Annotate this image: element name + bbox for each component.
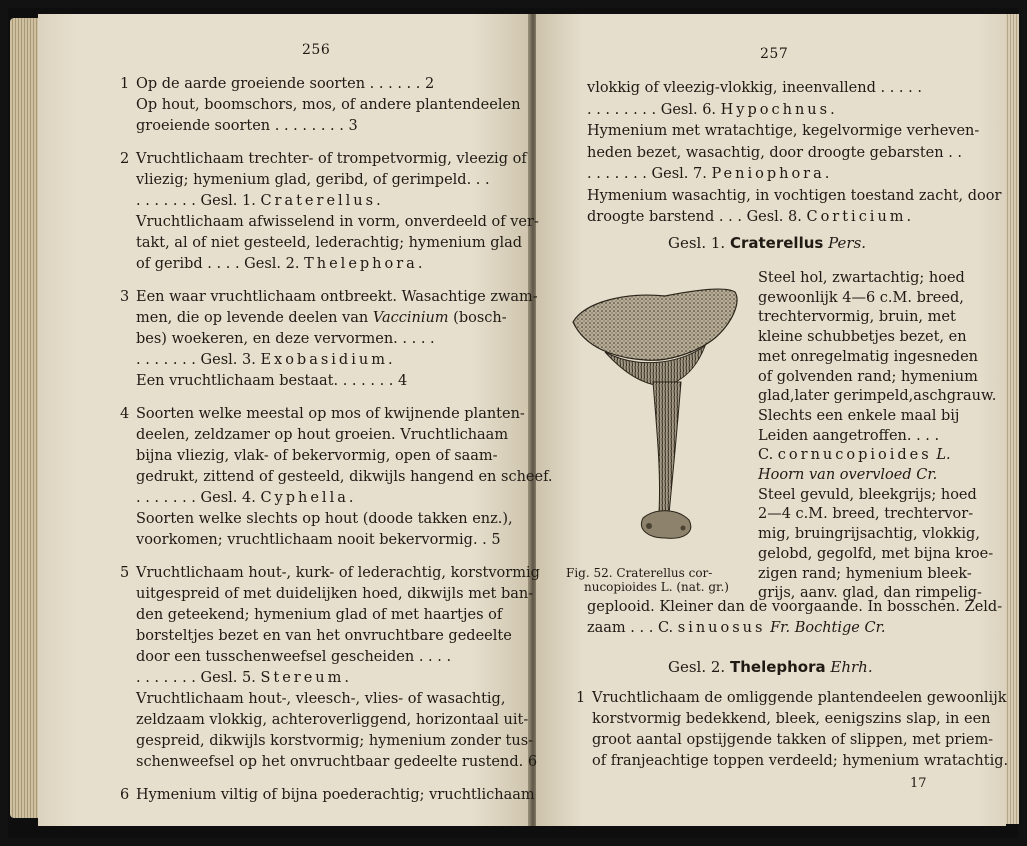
text-line bbox=[758, 268, 965, 288]
taxon-name: Hypochnus. bbox=[720, 101, 838, 118]
text-line bbox=[136, 710, 528, 730]
line-text: zaam . . . C. bbox=[587, 619, 674, 636]
text-line bbox=[136, 233, 522, 253]
text-line bbox=[758, 406, 959, 426]
text-line bbox=[587, 143, 962, 163]
line-text: gewoonlijk 4—6 c.M. breed, bbox=[758, 289, 964, 306]
text-line bbox=[758, 465, 937, 485]
taxon-name: Peniophora. bbox=[711, 166, 833, 182]
line-text: Vruchtlichaam afwisselend in vorm, onverdeeld of ver- bbox=[136, 214, 539, 230]
line-text: trechtervormig, bruin, met bbox=[758, 309, 956, 326]
text-line bbox=[758, 504, 973, 524]
key-number: 5 bbox=[120, 565, 130, 581]
text-line bbox=[576, 688, 1007, 708]
right-page-number: 257 bbox=[760, 46, 789, 62]
line-text: . . . . . . . Gesl. 7. bbox=[587, 166, 707, 182]
line-text: Steel gevuld, bleekgrijs; hoed bbox=[758, 486, 977, 503]
text-line bbox=[758, 564, 972, 584]
line-text: Hymenium met wratachtige, kegelvormige verheven- bbox=[587, 123, 980, 139]
page-edges-right bbox=[1005, 14, 1019, 824]
line-text: Vruchtlichaam de omliggende plantendeelen gewoonlijk bbox=[592, 690, 1007, 706]
line-text: Hymenium wasachtig, in vochtigen toestand zacht, door bbox=[587, 187, 1002, 204]
text-line bbox=[120, 404, 525, 424]
text-line bbox=[136, 350, 396, 370]
line-text: den geteekend; hymenium glad of met haartjes of bbox=[136, 607, 503, 623]
text-line bbox=[592, 751, 1008, 771]
line-text: Vruchtlichaam hout-, vleesch-, vlies- of wasachtig, bbox=[136, 691, 506, 707]
signature-mark: 17 bbox=[910, 776, 927, 791]
text-line bbox=[587, 100, 838, 120]
line-text: glad,later gerimpeld,aschgrauw. bbox=[758, 388, 997, 405]
text-line bbox=[136, 254, 425, 274]
text-line bbox=[136, 467, 553, 487]
text-line bbox=[120, 785, 535, 805]
text-line bbox=[587, 121, 979, 141]
italic-name: Hoorn van overvloed Cr. bbox=[758, 467, 938, 483]
line-text-after: (bosch- bbox=[453, 310, 507, 326]
text-line bbox=[587, 78, 922, 98]
figure-caption-line-1: Fig. 52. Craterellus cor- bbox=[566, 566, 713, 580]
taxon-name: Cyphella. bbox=[260, 490, 357, 506]
taxon-name: Corticium. bbox=[806, 209, 915, 225]
taxon-name: Thelephora. bbox=[304, 256, 426, 272]
taxon-name: Exobasidium. bbox=[260, 352, 396, 368]
line-text: . . . . . . . Gesl. 5. bbox=[136, 670, 256, 686]
line-text: bes) woekeren, en deze vervormen. . . . . bbox=[136, 331, 435, 347]
line-text: 2—4 c.M. breed, trechtervor- bbox=[758, 506, 974, 523]
text-line bbox=[136, 170, 490, 190]
line-text: . . . . . . . . Gesl. 6. bbox=[587, 101, 717, 118]
key-number: 4 bbox=[120, 406, 130, 422]
line-text: . . . . . . . Gesl. 1. bbox=[136, 193, 256, 209]
taxon-name: Stereum. bbox=[260, 670, 352, 686]
text-line bbox=[592, 730, 993, 750]
key-number: 3 bbox=[120, 289, 130, 305]
line-text: Vruchtlichaam hout-, kurk- of lederachtig, korstvormig bbox=[136, 565, 540, 581]
text-line bbox=[120, 287, 538, 307]
left-page-number: 256 bbox=[302, 42, 331, 58]
line-text: uitgespreid of met duidelijken hoed, dikwijls met ban- bbox=[136, 586, 534, 602]
line-text: bijna vliezig, vlak- of bekervormig, open of saam- bbox=[136, 448, 498, 464]
line-text: groot aantal opstijgende takken of slippen, met priem- bbox=[592, 732, 994, 748]
key-number: 1 bbox=[576, 690, 586, 706]
craterellus-illustration bbox=[565, 282, 743, 564]
line-text: Slechts een enkele maal bij bbox=[758, 407, 960, 424]
line-text: groeiende soorten . . . . . . . . 3 bbox=[136, 118, 358, 134]
figure-caption-line-2: nucopioides L. (nat. gr.) bbox=[584, 580, 729, 594]
text-line bbox=[136, 647, 451, 667]
line-text: geplooid. Kleiner dan de voorgaande. In bosschen. Zeld- bbox=[587, 599, 1003, 615]
text-line bbox=[592, 709, 991, 729]
text-line bbox=[120, 74, 435, 94]
genus-heading-craterellus: Gesl. 1. Craterellus Pers. bbox=[668, 234, 867, 252]
text-line bbox=[120, 149, 527, 169]
text-line bbox=[136, 329, 435, 349]
line-text: Vruchtlichaam trechter- of trompetvormig, vleezig of bbox=[136, 151, 527, 167]
key-number: 1 bbox=[120, 76, 130, 92]
line-text: gelobd, gegolfd, met bijna kroe- bbox=[758, 545, 994, 562]
text-line bbox=[136, 446, 498, 466]
text-line bbox=[136, 488, 356, 508]
taxon-name: sinuosus bbox=[677, 619, 766, 636]
text-line bbox=[136, 191, 384, 211]
line-text: met onregelmatig ingesneden bbox=[758, 348, 978, 365]
line-text: C. bbox=[758, 447, 774, 464]
text-line bbox=[758, 485, 977, 505]
text-line bbox=[758, 307, 956, 327]
text-line bbox=[758, 327, 967, 347]
line-text: Soorten welke slechts op hout (doode takken enz.), bbox=[136, 511, 513, 527]
line-text: of geribd . . . . Gesl. 2. bbox=[136, 256, 300, 272]
text-line bbox=[136, 425, 508, 445]
line-text: Leiden aangetroffen. . . . bbox=[758, 427, 940, 444]
text-line bbox=[758, 386, 996, 406]
italic-name: Vaccinium bbox=[372, 310, 449, 326]
line-text: vlokkig of vleezig-vlokkig, ineenvallend . . . . . bbox=[587, 80, 922, 96]
line-text: vliezig; hymenium glad, geribd, of gerimpeld. . . bbox=[136, 172, 490, 188]
line-text: gespreid, dikwijls korstvormig; hymenium zonder tus- bbox=[136, 733, 534, 749]
text-line bbox=[136, 584, 533, 604]
text-line bbox=[587, 207, 914, 227]
text-line bbox=[758, 367, 978, 387]
line-text: grijs, aanv. glad, dan rimpelig- bbox=[758, 585, 982, 602]
taxon-name: Craterellus. bbox=[260, 193, 384, 209]
text-line bbox=[758, 445, 951, 465]
text-line bbox=[136, 605, 502, 625]
line-text: men, die op levende deelen van bbox=[136, 310, 369, 326]
text-line bbox=[136, 668, 352, 688]
line-text: mig, bruingrijsachtig, vlokkig, bbox=[758, 526, 980, 543]
line-text: voorkomen; vruchtlichaam nooit bekervormig. . 5 bbox=[136, 532, 501, 548]
line-text: Op de aarde groeiende soorten . . . . . . 2 bbox=[136, 76, 435, 92]
line-text-after: L. bbox=[936, 447, 951, 464]
line-text: Op hout, boomschors, mos, of andere plantendeelen bbox=[136, 97, 521, 113]
line-text: door een tusschenweefsel gescheiden . . . . bbox=[136, 649, 452, 665]
text-line bbox=[758, 288, 964, 308]
line-text: deelen, zeldzamer op hout groeien. Vruchtlichaam bbox=[136, 427, 509, 443]
line-text: Een vruchtlichaam bestaat. . . . . . . 4 bbox=[136, 373, 408, 389]
text-line bbox=[587, 597, 1002, 617]
text-line bbox=[136, 530, 501, 550]
line-text: kleine schubbetjes bezet, en bbox=[758, 329, 967, 346]
text-line bbox=[758, 544, 993, 564]
line-text: of golvenden rand; hymenium bbox=[758, 368, 978, 385]
line-text: Hymenium viltig of bijna poederachtig; vruchtlichaam bbox=[136, 787, 535, 803]
text-line bbox=[136, 626, 512, 646]
line-text: . . . . . . . Gesl. 4. bbox=[136, 490, 256, 506]
text-line bbox=[136, 731, 533, 751]
text-line bbox=[587, 618, 886, 638]
line-text: zigen rand; hymenium bleek- bbox=[758, 565, 972, 582]
text-line bbox=[136, 371, 407, 391]
text-line bbox=[758, 347, 978, 367]
text-line bbox=[136, 116, 358, 136]
text-line bbox=[587, 186, 1001, 206]
page-edges-left bbox=[10, 18, 40, 818]
text-line bbox=[758, 524, 980, 544]
text-line bbox=[136, 752, 537, 772]
text-line bbox=[136, 95, 520, 115]
line-text: gedrukt, zittend of gesteeld, dikwijls hangend en scheef. bbox=[136, 469, 553, 485]
line-text: of franjeachtige toppen verdeeld; hymenium wratachtig. bbox=[592, 753, 1009, 769]
text-line bbox=[136, 212, 539, 232]
text-line bbox=[587, 164, 832, 184]
line-text: Soorten welke meestal op mos of kwijnende planten- bbox=[136, 406, 525, 422]
line-text: . . . . . . . Gesl. 3. bbox=[136, 352, 256, 368]
line-text: droogte barstend . . . Gesl. 8. bbox=[587, 209, 802, 225]
line-text: Een waar vruchtlichaam ontbreekt. Wasachtige zwam- bbox=[136, 289, 538, 305]
line-text: borsteltjes bezet en van het onvruchtbare gedeelte bbox=[136, 628, 512, 644]
line-text: Steel hol, zwartachtig; hoed bbox=[758, 270, 965, 286]
taxon-name: cornucopioides bbox=[777, 447, 932, 464]
line-text: korstvormig bedekkend, bleek, eenigszins slap, in een bbox=[592, 711, 991, 727]
text-line bbox=[120, 563, 540, 583]
line-text: zeldzaam vlokkig, achteroverliggend, horizontaal uit- bbox=[136, 712, 529, 728]
key-number: 2 bbox=[120, 151, 130, 167]
italic-name: Fr. Bochtige Cr. bbox=[770, 619, 886, 636]
line-text: schenweefsel op het onvruchtbaar gedeelte rustend. 6 bbox=[136, 754, 538, 770]
text-line bbox=[136, 689, 505, 709]
genus-heading-thelephora: Gesl. 2. Thelephora Ehrh. bbox=[668, 658, 873, 676]
text-line bbox=[136, 308, 507, 328]
text-line bbox=[758, 426, 939, 446]
text-line bbox=[136, 509, 513, 529]
line-text: takt, al of niet gesteeld, lederachtig; hymenium glad bbox=[136, 235, 523, 251]
line-text: heden bezet, wasachtig, door droogte gebarsten . . bbox=[587, 144, 963, 161]
key-number: 6 bbox=[120, 787, 130, 803]
